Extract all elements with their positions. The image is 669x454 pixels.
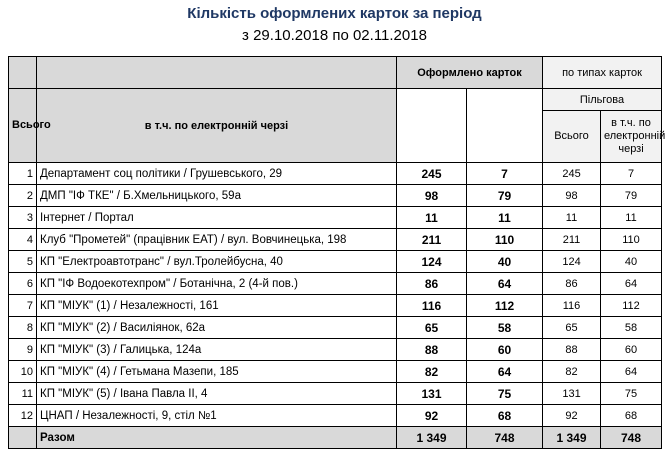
totals-issued-total: 1 349 bbox=[397, 427, 467, 449]
row-issued-eq: 79 bbox=[467, 185, 543, 207]
header-index-label: Всього bbox=[12, 119, 51, 131]
row-issued-total: 11 bbox=[397, 207, 467, 229]
row-pref-eq: 64 bbox=[601, 273, 662, 295]
row-issued-total: 116 bbox=[397, 295, 467, 317]
row-issued-eq: 75 bbox=[467, 383, 543, 405]
table-row bbox=[9, 229, 662, 251]
table-row bbox=[9, 163, 662, 185]
row-issued-total: 131 bbox=[397, 383, 467, 405]
row-issued-eq: 11 bbox=[467, 207, 543, 229]
row-pref-eq: 60 bbox=[601, 339, 662, 361]
row-issued-total: 82 bbox=[397, 361, 467, 383]
row-issued-eq: 40 bbox=[467, 251, 543, 273]
row-pref-eq: 58 bbox=[601, 317, 662, 339]
table-row bbox=[9, 251, 662, 273]
header-issued-eq-blank bbox=[467, 89, 543, 163]
row-location: КП "МІУК" (2) / Василіянок, 62а bbox=[37, 317, 397, 339]
header-pref-total: Всього bbox=[543, 111, 601, 163]
row-pref-total: 82 bbox=[543, 361, 601, 383]
header-index bbox=[9, 89, 51, 163]
row-index: 5 bbox=[9, 251, 37, 273]
totals-label: Разом bbox=[37, 427, 397, 449]
header-issued-total-blank bbox=[397, 89, 467, 163]
cards-table bbox=[8, 56, 666, 449]
table-row bbox=[9, 273, 662, 295]
row-index: 7 bbox=[9, 295, 37, 317]
row-issued-eq: 68 bbox=[467, 405, 543, 427]
header-issued: Оформлено карток bbox=[397, 57, 543, 89]
totals-pref-total: 1 349 bbox=[543, 427, 601, 449]
header-name: в т.ч. по електронній черзі bbox=[37, 89, 397, 163]
row-issued-eq: 60 bbox=[467, 339, 543, 361]
table-row bbox=[9, 383, 662, 405]
row-location: ЦНАП / Незалежності, 9, стіл №1 bbox=[37, 405, 397, 427]
row-index: 2 bbox=[9, 185, 37, 207]
row-pref-total: 86 bbox=[543, 273, 601, 295]
row-index: 9 bbox=[9, 339, 37, 361]
row-pref-eq: 64 bbox=[601, 361, 662, 383]
row-pref-eq: 79 bbox=[601, 185, 662, 207]
row-location: КП "МІУК" (4) / Гетьмана Мазепи, 185 bbox=[37, 361, 397, 383]
table-row bbox=[9, 295, 662, 317]
row-pref-total: 65 bbox=[543, 317, 601, 339]
row-location: КП "МІУК" (1) / Незалежності, 161 bbox=[37, 295, 397, 317]
row-pref-eq: 7 bbox=[601, 163, 662, 185]
row-pref-total: 92 bbox=[543, 405, 601, 427]
row-location: КП "МІУК" (3) / Галицька, 124а bbox=[37, 339, 397, 361]
row-pref-total: 98 bbox=[543, 185, 601, 207]
row-pref-total: 131 bbox=[543, 383, 601, 405]
row-pref-eq: 68 bbox=[601, 405, 662, 427]
row-index: 3 bbox=[9, 207, 37, 229]
row-issued-total: 124 bbox=[397, 251, 467, 273]
row-index: 6 bbox=[9, 273, 37, 295]
row-location: ДМП "ІФ ТКЕ" / Б.Хмельницького, 59а bbox=[37, 185, 397, 207]
row-index: 4 bbox=[9, 229, 37, 251]
row-pref-total: 211 bbox=[543, 229, 601, 251]
row-pref-total: 245 bbox=[543, 163, 601, 185]
row-issued-total: 211 bbox=[397, 229, 467, 251]
header-by-type: по типах карток bbox=[543, 57, 662, 89]
row-location: КП "МІУК" (5) / Івана Павла II, 4 bbox=[37, 383, 397, 405]
row-issued-eq: 64 bbox=[467, 273, 543, 295]
table-row bbox=[9, 207, 662, 229]
row-issued-eq: 7 bbox=[467, 163, 543, 185]
row-issued-total: 86 bbox=[397, 273, 467, 295]
row-index: 1 bbox=[9, 163, 37, 185]
report-title: Кількість оформлених карток за період bbox=[187, 5, 482, 22]
row-pref-eq: 110 bbox=[601, 229, 662, 251]
row-location: КП "Електроавтотранс" / вул.Тролейбусна, 40 bbox=[37, 251, 397, 273]
row-pref-total: 124 bbox=[543, 251, 601, 273]
header-index-top bbox=[9, 57, 37, 89]
row-location: Департамент соц політики / Грушевського, 29 bbox=[37, 163, 397, 185]
table-row bbox=[9, 317, 662, 339]
report-period: з 29.10.2018 по 02.11.2018 bbox=[242, 27, 427, 44]
totals-pref-eq: 748 bbox=[601, 427, 662, 449]
row-index: 12 bbox=[9, 405, 37, 427]
table-row bbox=[9, 405, 662, 427]
row-pref-eq: 112 bbox=[601, 295, 662, 317]
row-issued-eq: 58 bbox=[467, 317, 543, 339]
row-pref-eq: 75 bbox=[601, 383, 662, 405]
row-location: Клуб "Прометей" (працівник ЕАТ) / вул. Вовчинецька, 198 bbox=[37, 229, 397, 251]
row-issued-total: 92 bbox=[397, 405, 467, 427]
row-index: 10 bbox=[9, 361, 37, 383]
row-pref-eq: 40 bbox=[601, 251, 662, 273]
totals-row bbox=[9, 427, 662, 449]
totals-index-blank bbox=[9, 427, 37, 449]
row-issued-total: 65 bbox=[397, 317, 467, 339]
header-pref-eq: в т.ч. по електронній черзі bbox=[601, 111, 662, 163]
row-pref-total: 11 bbox=[543, 207, 601, 229]
table-row bbox=[9, 361, 662, 383]
row-pref-total: 116 bbox=[543, 295, 601, 317]
header-name-top bbox=[37, 57, 397, 89]
row-issued-eq: 110 bbox=[467, 229, 543, 251]
table-row bbox=[9, 185, 662, 207]
row-location: Інтернет / Портал bbox=[37, 207, 397, 229]
row-issued-eq: 64 bbox=[467, 361, 543, 383]
row-location: КП "ІФ Водоекотехпром" / Ботанічна, 2 (4-й пов.) bbox=[37, 273, 397, 295]
row-pref-eq: 11 bbox=[601, 207, 662, 229]
totals-issued-eq: 748 bbox=[467, 427, 543, 449]
row-pref-total: 88 bbox=[543, 339, 601, 361]
row-index: 8 bbox=[9, 317, 37, 339]
table-row bbox=[9, 339, 662, 361]
row-index: 11 bbox=[9, 383, 37, 405]
header-preferential: Пільгова bbox=[543, 89, 662, 111]
row-issued-total: 98 bbox=[397, 185, 467, 207]
row-issued-eq: 112 bbox=[467, 295, 543, 317]
row-issued-total: 245 bbox=[397, 163, 467, 185]
row-issued-total: 88 bbox=[397, 339, 467, 361]
